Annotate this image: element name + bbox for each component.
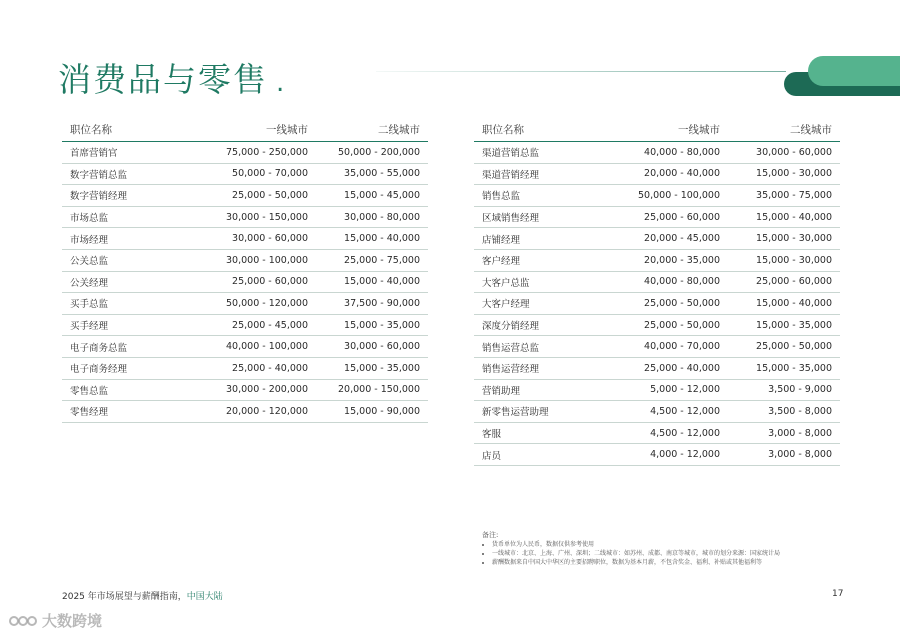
table-row bbox=[474, 142, 840, 164]
cell-job-title: 深度分销经理 bbox=[482, 321, 540, 333]
table-row bbox=[474, 207, 840, 229]
footer-brand: 中国大陆 bbox=[186, 592, 223, 602]
note-item: • 货币单位为人民币，数据仅供参考使用 bbox=[492, 540, 842, 549]
table-row bbox=[62, 401, 428, 423]
cell-tier1-salary: 40,000 - 100,000 bbox=[226, 341, 308, 353]
table-row bbox=[474, 336, 840, 358]
cell-tier1-salary: 40,000 - 80,000 bbox=[644, 146, 720, 158]
cell-tier1-salary: 20,000 - 120,000 bbox=[226, 405, 308, 417]
table-row bbox=[474, 228, 840, 250]
cell-tier1-salary: 20,000 - 45,000 bbox=[644, 233, 720, 245]
cell-tier1-salary: 25,000 - 45,000 bbox=[232, 319, 308, 331]
table-row bbox=[62, 228, 428, 250]
cell-tier2-salary: 35,000 - 75,000 bbox=[756, 189, 832, 201]
table-row bbox=[474, 164, 840, 186]
cell-job-title: 店员 bbox=[482, 450, 502, 462]
watermark-text: 大数跨境 bbox=[42, 612, 103, 630]
cell-tier1-salary: 50,000 - 70,000 bbox=[232, 168, 308, 180]
cell-tier1-salary: 50,000 - 100,000 bbox=[638, 189, 720, 201]
table-row bbox=[474, 293, 840, 315]
cell-job-title: 电子商务经理 bbox=[70, 364, 128, 376]
cell-job-title: 公关经理 bbox=[70, 277, 109, 289]
cell-tier2-salary: 20,000 - 150,000 bbox=[338, 384, 420, 396]
watermark-logo-icon bbox=[8, 611, 38, 631]
cell-tier2-salary: 15,000 - 90,000 bbox=[344, 405, 420, 417]
cell-job-title: 数字营销经理 bbox=[70, 191, 128, 203]
cell-tier2-salary: 37,500 - 90,000 bbox=[344, 297, 420, 309]
cell-tier2-salary: 15,000 - 40,000 bbox=[756, 211, 832, 223]
notes-label: 备注: bbox=[482, 531, 499, 539]
table-row bbox=[474, 444, 840, 466]
table-row bbox=[62, 293, 428, 315]
cell-job-title: 客户经理 bbox=[482, 256, 521, 268]
table-row bbox=[62, 164, 428, 186]
cell-tier2-salary: 15,000 - 35,000 bbox=[756, 319, 832, 331]
cell-job-title: 买手经理 bbox=[70, 321, 109, 333]
table-header bbox=[474, 118, 840, 142]
table-row bbox=[474, 380, 840, 402]
cell-tier2-salary: 15,000 - 35,000 bbox=[756, 362, 832, 374]
table-row bbox=[474, 401, 840, 423]
table-row bbox=[474, 358, 840, 380]
note-item: • 一线城市：北京、上海、广州、深圳；二线城市：如苏州、成都、南京等城市，城市的划分来源：国家统计局 bbox=[492, 549, 842, 558]
table-row bbox=[62, 358, 428, 380]
page-number: 17 bbox=[832, 589, 844, 599]
cell-job-title: 区域销售经理 bbox=[482, 213, 540, 225]
cell-job-title: 市场总监 bbox=[70, 213, 109, 225]
cell-job-title: 市场经理 bbox=[70, 234, 109, 246]
cell-tier1-salary: 30,000 - 100,000 bbox=[226, 254, 308, 266]
cell-tier2-salary: 15,000 - 40,000 bbox=[344, 276, 420, 288]
cell-tier2-salary: 30,000 - 80,000 bbox=[344, 211, 420, 223]
cell-job-title: 销售运营经理 bbox=[482, 364, 540, 376]
salary-table-left bbox=[62, 118, 428, 423]
cell-job-title: 销售运营总监 bbox=[482, 342, 540, 354]
cell-job-title: 客服 bbox=[482, 429, 502, 441]
cell-job-title: 零售经理 bbox=[70, 407, 109, 419]
footer-text: 2025 年市场展望与薪酬指南， bbox=[62, 592, 187, 602]
cell-tier2-salary: 15,000 - 30,000 bbox=[756, 168, 832, 180]
cell-tier2-salary: 30,000 - 60,000 bbox=[344, 341, 420, 353]
cell-tier2-salary: 3,500 - 8,000 bbox=[768, 405, 832, 417]
cell-tier2-salary: 15,000 - 30,000 bbox=[756, 254, 832, 266]
cell-tier1-salary: 25,000 - 40,000 bbox=[644, 362, 720, 374]
header-tier1: 一线城市 bbox=[678, 124, 720, 136]
cell-tier2-salary: 25,000 - 50,000 bbox=[756, 341, 832, 353]
cell-tier2-salary: 3,000 - 8,000 bbox=[768, 449, 832, 461]
cell-job-title: 销售总监 bbox=[482, 191, 521, 203]
cell-tier1-salary: 4,000 - 12,000 bbox=[650, 449, 720, 461]
cell-tier1-salary: 25,000 - 60,000 bbox=[644, 211, 720, 223]
table-row bbox=[62, 250, 428, 272]
cell-job-title: 新零售运营助理 bbox=[482, 407, 549, 419]
cell-tier1-salary: 50,000 - 120,000 bbox=[226, 297, 308, 309]
cell-tier1-salary: 30,000 - 60,000 bbox=[232, 233, 308, 245]
page-title-dot: . bbox=[276, 68, 287, 98]
cell-tier1-salary: 40,000 - 80,000 bbox=[644, 276, 720, 288]
decorative-line bbox=[376, 71, 786, 72]
cell-tier1-salary: 25,000 - 50,000 bbox=[644, 319, 720, 331]
cell-tier1-salary: 40,000 - 70,000 bbox=[644, 341, 720, 353]
cell-tier2-salary: 15,000 - 40,000 bbox=[344, 233, 420, 245]
header-job-title: 职位名称 bbox=[70, 124, 112, 136]
cell-job-title: 渠道营销经理 bbox=[482, 169, 540, 181]
table-row bbox=[62, 272, 428, 294]
header-tier1: 一线城市 bbox=[266, 124, 308, 136]
cell-job-title: 零售总监 bbox=[70, 385, 109, 397]
cell-tier1-salary: 20,000 - 35,000 bbox=[644, 254, 720, 266]
cell-tier2-salary: 35,000 - 55,000 bbox=[344, 168, 420, 180]
cell-tier2-salary: 15,000 - 35,000 bbox=[344, 319, 420, 331]
cell-tier2-salary: 25,000 - 60,000 bbox=[756, 276, 832, 288]
cell-tier2-salary: 3,500 - 9,000 bbox=[768, 384, 832, 396]
cell-tier2-salary: 25,000 - 75,000 bbox=[344, 254, 420, 266]
cell-job-title: 公关总监 bbox=[70, 256, 109, 268]
cell-job-title: 首席营销官 bbox=[70, 148, 118, 160]
cell-tier2-salary: 15,000 - 30,000 bbox=[756, 233, 832, 245]
cell-tier1-salary: 25,000 - 40,000 bbox=[232, 362, 308, 374]
cell-tier1-salary: 25,000 - 50,000 bbox=[232, 189, 308, 201]
cell-tier1-salary: 30,000 - 150,000 bbox=[226, 211, 308, 223]
table-row bbox=[474, 250, 840, 272]
cell-job-title: 大客户经理 bbox=[482, 299, 530, 311]
table-row bbox=[474, 315, 840, 337]
table-row bbox=[62, 207, 428, 229]
note-item: • 薪酬数据来自中国大中华区的主要招聘职位，数据为基本月薪，不包含奖金、福利、补贴或其他福利等 bbox=[492, 558, 842, 567]
cell-tier1-salary: 25,000 - 60,000 bbox=[232, 276, 308, 288]
table-row bbox=[62, 315, 428, 337]
notes bbox=[482, 531, 842, 567]
cell-job-title: 大客户总监 bbox=[482, 277, 530, 289]
cell-tier1-salary: 4,500 - 12,000 bbox=[650, 427, 720, 439]
cell-job-title: 营销助理 bbox=[482, 385, 521, 397]
cell-tier1-salary: 4,500 - 12,000 bbox=[650, 405, 720, 417]
table-row bbox=[62, 336, 428, 358]
cell-job-title: 买手总监 bbox=[70, 299, 109, 311]
cell-tier2-salary: 3,000 - 8,000 bbox=[768, 427, 832, 439]
cell-tier1-salary: 75,000 - 250,000 bbox=[226, 146, 308, 158]
table-row bbox=[62, 142, 428, 164]
watermark bbox=[8, 610, 102, 631]
header-tier2: 二线城市 bbox=[378, 124, 420, 136]
footer bbox=[62, 589, 223, 602]
header-tier2: 二线城市 bbox=[790, 124, 832, 136]
table-row bbox=[474, 185, 840, 207]
page-title bbox=[58, 54, 286, 101]
table-row bbox=[474, 272, 840, 294]
page-title-text: 消费品与零售 bbox=[58, 60, 268, 99]
table-row bbox=[62, 185, 428, 207]
cell-job-title: 数字营销总监 bbox=[70, 169, 128, 181]
cell-tier1-salary: 30,000 - 200,000 bbox=[226, 384, 308, 396]
cell-tier2-salary: 50,000 - 200,000 bbox=[338, 146, 420, 158]
decorative-pill-light bbox=[808, 56, 900, 86]
cell-job-title: 渠道营销总监 bbox=[482, 148, 540, 160]
cell-tier2-salary: 15,000 - 45,000 bbox=[344, 189, 420, 201]
cell-job-title: 电子商务总监 bbox=[70, 342, 128, 354]
cell-tier1-salary: 25,000 - 50,000 bbox=[644, 297, 720, 309]
cell-tier2-salary: 15,000 - 40,000 bbox=[756, 297, 832, 309]
salary-table-right bbox=[474, 118, 840, 466]
cell-tier1-salary: 5,000 - 12,000 bbox=[650, 384, 720, 396]
notes-list bbox=[482, 540, 842, 567]
cell-job-title: 店铺经理 bbox=[482, 234, 521, 246]
header-job-title: 职位名称 bbox=[482, 124, 524, 136]
cell-tier2-salary: 30,000 - 60,000 bbox=[756, 146, 832, 158]
table-row bbox=[62, 380, 428, 402]
cell-tier2-salary: 15,000 - 35,000 bbox=[344, 362, 420, 374]
table-row bbox=[474, 423, 840, 445]
cell-tier1-salary: 20,000 - 40,000 bbox=[644, 168, 720, 180]
table-header bbox=[62, 118, 428, 142]
